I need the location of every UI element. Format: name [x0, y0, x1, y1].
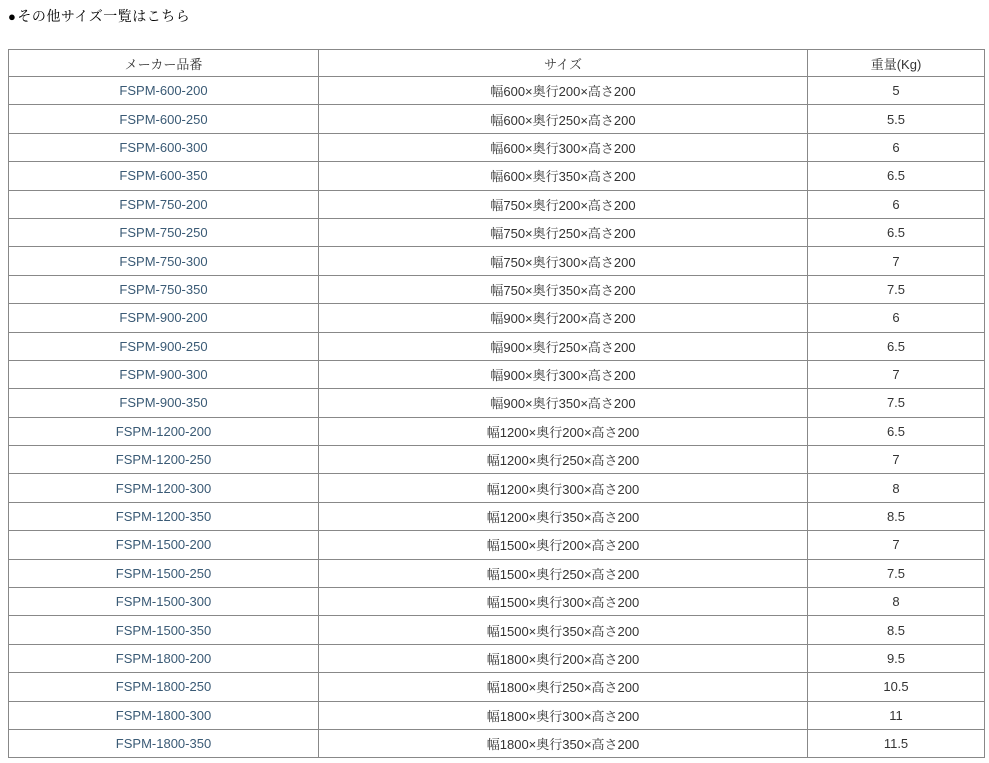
weight-text: 7	[892, 253, 900, 269]
weight-cell	[808, 644, 985, 672]
size-text: 幅600×奥行250×高さ200	[490, 112, 636, 128]
table-row	[9, 247, 985, 275]
part-number-cell	[9, 701, 319, 729]
part-number-cell	[9, 417, 319, 445]
part-number-link[interactable]: FSPM-600-300	[119, 139, 208, 155]
part-number-link[interactable]: FSPM-1200-200	[115, 423, 212, 439]
page-title	[8, 7, 989, 26]
weight-cell	[808, 190, 985, 218]
size-cell	[319, 190, 808, 218]
weight-cell	[808, 360, 985, 388]
size-list-table	[8, 49, 985, 758]
weight-text: 6	[892, 139, 900, 155]
part-number-link[interactable]: FSPM-1500-200	[115, 537, 212, 553]
size-cell	[319, 360, 808, 388]
part-number-cell	[9, 360, 319, 388]
size-text: 幅1500×奥行350×高さ200	[486, 623, 640, 639]
size-text: 幅600×奥行300×高さ200	[490, 140, 636, 156]
weight-text: 6	[892, 196, 900, 212]
size-cell	[319, 133, 808, 161]
part-number-link[interactable]: FSPM-1800-200	[115, 651, 212, 666]
weight-text: 6.5	[886, 168, 906, 184]
size-text: 幅750×奥行200×高さ200	[490, 197, 636, 213]
column-header-part-number: メーカー品番	[9, 50, 319, 77]
size-cell	[319, 417, 808, 445]
weight-text: 10.5	[883, 679, 909, 695]
part-number-cell	[9, 446, 319, 474]
weight-cell	[808, 673, 985, 701]
size-cell	[319, 247, 808, 275]
weight-cell	[808, 531, 985, 559]
size-cell	[319, 389, 808, 417]
weight-cell	[808, 417, 985, 445]
part-number-link[interactable]: FSPM-1800-300	[115, 707, 212, 723]
weight-cell	[808, 502, 985, 530]
size-cell	[319, 531, 808, 559]
part-number-cell	[9, 644, 319, 672]
weight-text: 7	[892, 537, 900, 553]
weight-cell	[808, 275, 985, 303]
size-cell	[319, 474, 808, 502]
part-number-link[interactable]: FSPM-750-250	[119, 225, 208, 241]
part-number-cell	[9, 502, 319, 530]
table-row	[9, 304, 985, 332]
weight-text: 6.5	[886, 423, 906, 439]
weight-text: 8	[892, 594, 900, 610]
part-number-link[interactable]: FSPM-750-200	[119, 196, 208, 212]
part-number-link[interactable]: FSPM-1500-300	[115, 594, 212, 610]
part-number-cell	[9, 559, 319, 587]
size-cell	[319, 673, 808, 701]
table-row	[9, 729, 985, 757]
table-row	[9, 701, 985, 729]
weight-text: 5	[892, 83, 900, 99]
table-row	[9, 417, 985, 445]
weight-cell	[808, 247, 985, 275]
size-text: 幅750×奥行300×高さ200	[490, 254, 636, 270]
table-row	[9, 474, 985, 502]
part-number-cell	[9, 218, 319, 246]
part-number-link[interactable]: FSPM-750-300	[119, 253, 208, 269]
weight-text: 6.5	[886, 225, 906, 241]
size-text: 幅1800×奥行200×高さ200	[486, 652, 640, 667]
weight-text: 11.5	[883, 736, 909, 752]
part-number-link[interactable]: FSPM-600-250	[119, 111, 208, 127]
part-number-link[interactable]: FSPM-1200-300	[115, 480, 212, 496]
part-number-cell	[9, 389, 319, 417]
table-row	[9, 502, 985, 530]
weight-cell	[808, 559, 985, 587]
size-cell	[319, 446, 808, 474]
table-row	[9, 218, 985, 246]
weight-text: 7	[892, 452, 900, 468]
size-text: 幅600×奥行350×高さ200	[490, 169, 636, 185]
size-text: 幅900×奥行350×高さ200	[490, 396, 636, 412]
part-number-cell	[9, 474, 319, 502]
weight-cell	[808, 162, 985, 190]
size-cell	[319, 218, 808, 246]
size-cell	[319, 304, 808, 332]
table-row	[9, 673, 985, 701]
table-row	[9, 133, 985, 161]
table-row	[9, 162, 985, 190]
table-row	[9, 588, 985, 616]
table-row	[9, 389, 985, 417]
size-text: 幅1800×奥行350×高さ200	[486, 737, 640, 753]
size-text: 幅900×奥行300×高さ200	[490, 368, 636, 384]
size-cell	[319, 644, 808, 672]
table-row	[9, 190, 985, 218]
bullet-icon: ●	[8, 9, 17, 24]
size-text: 幅600×奥行200×高さ200	[490, 84, 636, 100]
weight-cell	[808, 304, 985, 332]
size-cell	[319, 77, 808, 105]
weight-cell	[808, 133, 985, 161]
table-row	[9, 559, 985, 587]
size-text: 幅1500×奥行300×高さ200	[486, 595, 640, 611]
weight-text: 6.5	[886, 338, 906, 354]
size-cell	[319, 616, 808, 644]
size-cell	[319, 588, 808, 616]
weight-cell	[808, 77, 985, 105]
part-number-link[interactable]: FSPM-900-200	[119, 310, 208, 326]
size-cell	[319, 105, 808, 133]
part-number-cell	[9, 275, 319, 303]
weight-cell	[808, 616, 985, 644]
weight-text: 5.5	[886, 111, 906, 127]
weight-cell	[808, 588, 985, 616]
weight-text: 8.5	[886, 622, 906, 638]
part-number-cell	[9, 673, 319, 701]
column-header-size: サイズ	[319, 50, 808, 77]
part-number-link[interactable]: FSPM-750-350	[119, 281, 208, 297]
table-row	[9, 275, 985, 303]
weight-text: 6	[892, 310, 900, 326]
size-cell	[319, 162, 808, 190]
size-cell	[319, 559, 808, 587]
table-row	[9, 531, 985, 559]
part-number-link[interactable]: FSPM-1200-250	[115, 452, 212, 468]
part-number-link[interactable]: FSPM-1800-350	[115, 736, 212, 752]
table-row	[9, 446, 985, 474]
part-number-cell	[9, 247, 319, 275]
part-number-link[interactable]: FSPM-1200-350	[115, 509, 212, 525]
part-number-cell	[9, 332, 319, 360]
table-header-row	[9, 50, 985, 77]
weight-cell	[808, 446, 985, 474]
size-text: 幅750×奥行350×高さ200	[490, 282, 636, 298]
weight-text: 7.5	[886, 565, 906, 581]
size-cell	[319, 332, 808, 360]
part-number-cell	[9, 616, 319, 644]
part-number-cell	[9, 133, 319, 161]
size-cell	[319, 275, 808, 303]
size-text: 幅1500×奥行250×高さ200	[486, 566, 640, 582]
table-row	[9, 105, 985, 133]
size-cell	[319, 701, 808, 729]
size-text: 幅1800×奥行250×高さ200	[486, 680, 640, 696]
size-text: 幅750×奥行250×高さ200	[490, 226, 636, 242]
size-text: 幅1200×奥行350×高さ200	[486, 510, 640, 526]
part-number-link[interactable]: FSPM-1500-350	[115, 622, 212, 638]
part-number-cell	[9, 77, 319, 105]
weight-text: 7.5	[886, 281, 906, 297]
size-text: 幅1200×奥行300×高さ200	[486, 481, 640, 497]
table-row	[9, 332, 985, 360]
size-text: 幅1500×奥行200×高さ200	[486, 538, 640, 554]
weight-cell	[808, 729, 985, 757]
table-row	[9, 360, 985, 388]
weight-text: 9.5	[886, 651, 906, 666]
part-number-cell	[9, 304, 319, 332]
part-number-link[interactable]: FSPM-1800-250	[115, 679, 212, 695]
weight-text: 8.5	[886, 509, 906, 525]
part-number-cell	[9, 190, 319, 218]
weight-cell	[808, 474, 985, 502]
table-body	[9, 77, 985, 758]
part-number-link[interactable]: FSPM-900-350	[119, 395, 208, 411]
column-header-weight: 重量(Kg)	[808, 50, 985, 77]
page-title-text: その他サイズ一覧はこちら	[17, 8, 191, 24]
size-text: 幅900×奥行250×高さ200	[490, 339, 636, 355]
part-number-link[interactable]: FSPM-600-350	[119, 168, 208, 184]
part-number-cell	[9, 162, 319, 190]
weight-text: 7	[892, 367, 900, 383]
weight-cell	[808, 332, 985, 360]
table-row	[9, 644, 985, 672]
weight-cell	[808, 701, 985, 729]
weight-text: 7.5	[886, 395, 906, 411]
size-text: 幅900×奥行200×高さ200	[490, 311, 636, 327]
part-number-link[interactable]: FSPM-900-250	[119, 338, 208, 354]
size-cell	[319, 502, 808, 530]
weight-text: 8	[892, 480, 900, 496]
part-number-cell	[9, 531, 319, 559]
part-number-link[interactable]: FSPM-600-200	[119, 83, 208, 99]
size-cell	[319, 729, 808, 757]
weight-cell	[808, 218, 985, 246]
table-row	[9, 77, 985, 105]
part-number-cell	[9, 105, 319, 133]
size-text: 幅1200×奥行200×高さ200	[486, 424, 640, 440]
part-number-link[interactable]: FSPM-1500-250	[115, 565, 212, 581]
size-text: 幅1200×奥行250×高さ200	[486, 453, 640, 469]
weight-cell	[808, 105, 985, 133]
weight-cell	[808, 389, 985, 417]
part-number-link[interactable]: FSPM-900-300	[119, 367, 208, 383]
part-number-cell	[9, 729, 319, 757]
weight-text: 11	[889, 707, 903, 723]
table-row	[9, 616, 985, 644]
part-number-cell	[9, 588, 319, 616]
size-text: 幅1800×奥行300×高さ200	[486, 708, 640, 724]
